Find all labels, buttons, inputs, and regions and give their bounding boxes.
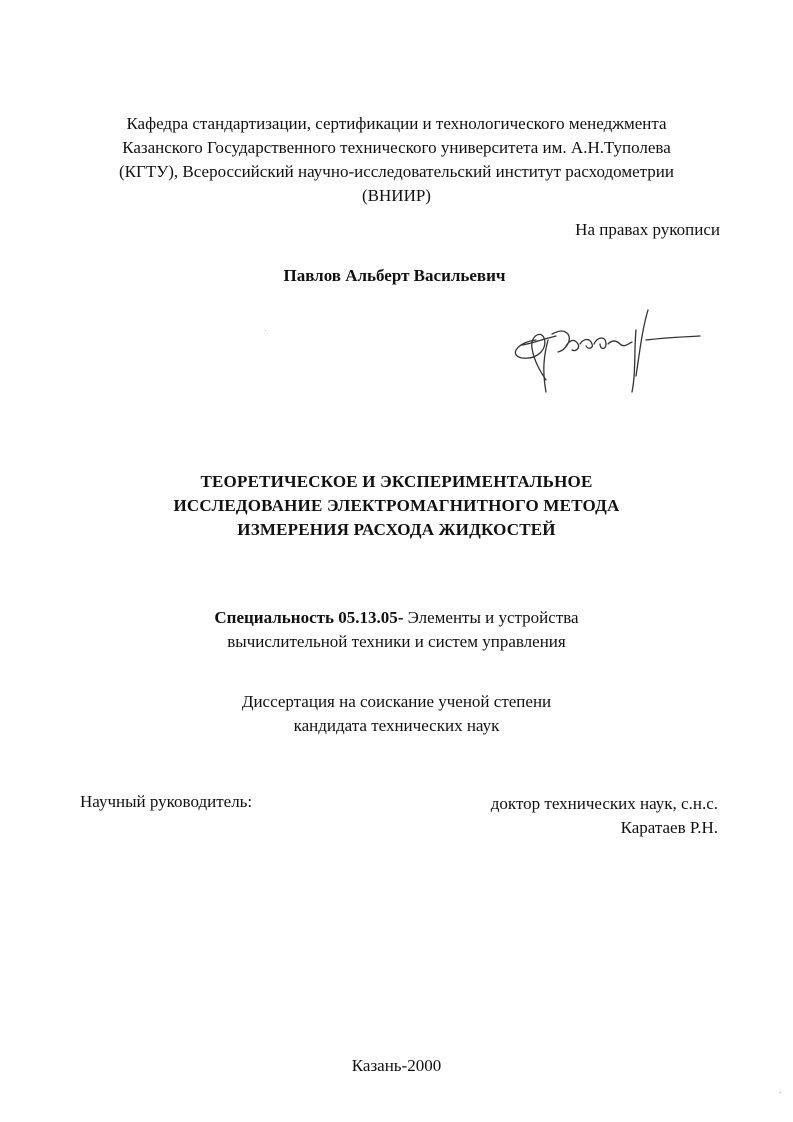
affiliation-line: (ВНИИР) (362, 186, 431, 205)
handwritten-signature (508, 300, 708, 405)
advisor-name: Каратаев Р.Н. (620, 818, 718, 837)
title-line: ИССЛЕДОВАНИЕ ЭЛЕКТРОМАГНИТНОГО МЕТОДА (173, 496, 620, 515)
title-line: ТЕОРЕТИЧЕСКОЕ И ЭКСПЕРИМЕНТАЛЬНОЕ (200, 472, 593, 491)
affiliation-line: Казанского Государственного технического университета им. А.Н.Туполева (122, 138, 671, 157)
title-line: ИЗМЕРЕНИЯ РАСХОДА ЖИДКОСТЕЙ (237, 520, 556, 539)
affiliation-line: (КГТУ), Всероссийский научно-исследовательский институт расходометрии (119, 162, 674, 181)
specialty-label: Специальность 05.13.05- (214, 608, 404, 627)
advisor-info (491, 792, 718, 840)
author-name: Павлов Альберт Васильевич (283, 266, 506, 285)
advisor-label: Научный руководитель: (80, 792, 253, 811)
specialty-text-1: Элементы и устройства (403, 608, 579, 627)
degree-block (0, 690, 793, 738)
advisor-title: доктор технических наук, с.н.с. (490, 794, 718, 813)
scan-speck (265, 330, 266, 331)
manuscript-note: На правах рукописи (575, 220, 720, 239)
affiliation-block (0, 112, 793, 208)
city-year: Казань-2000 (351, 1056, 442, 1075)
degree-line: Диссертация на соискание ученой степени (241, 692, 552, 711)
specialty-block (0, 606, 793, 654)
affiliation-line: Кафедра стандартизации, сертификации и технологического менеджмента (126, 114, 667, 133)
degree-line: кандидата технических наук (293, 716, 500, 735)
dissertation-title (0, 470, 793, 542)
scan-speck (780, 1092, 781, 1093)
specialty-text-2: вычислительной техники и систем управления (227, 632, 566, 651)
specialty-line-1 (0, 606, 793, 630)
